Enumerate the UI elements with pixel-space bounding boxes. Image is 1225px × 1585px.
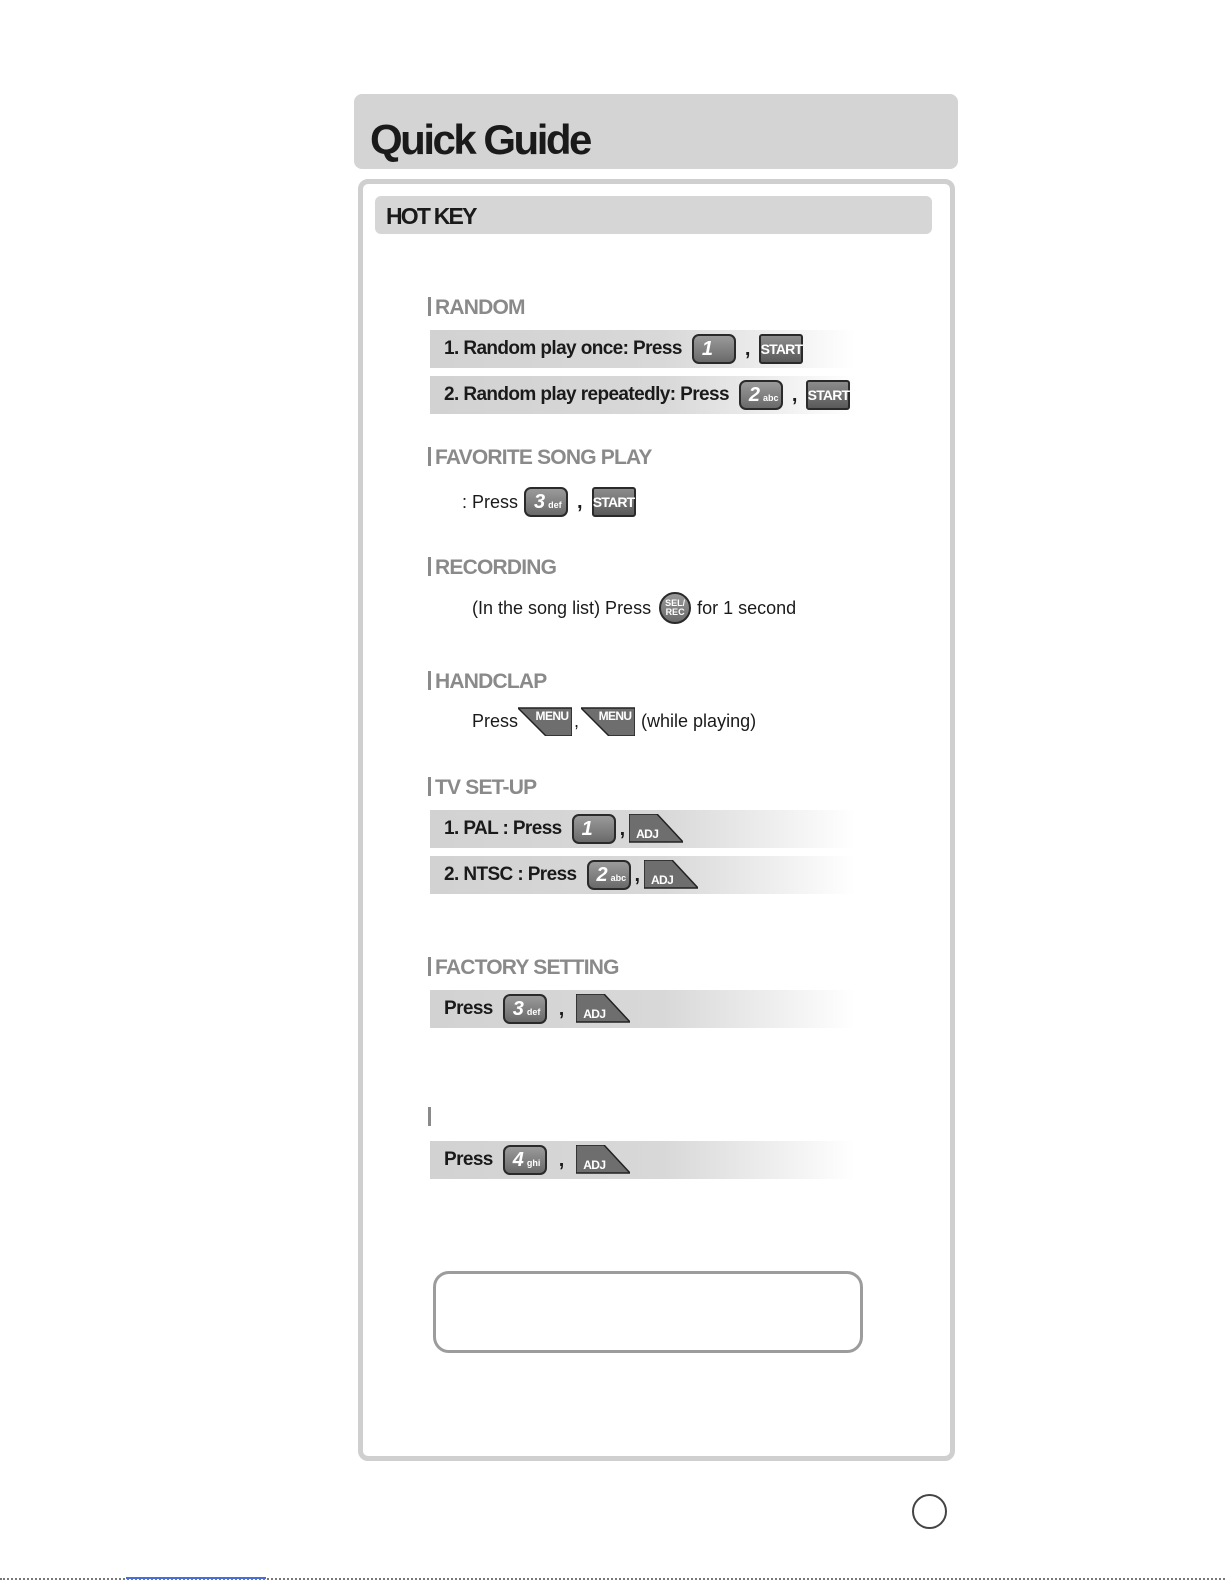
- note-box: [433, 1271, 863, 1353]
- key-2-icon: 2 abc: [739, 380, 783, 410]
- section-title-recording: RECORDING: [428, 556, 556, 580]
- favorite-text: : Press: [462, 491, 519, 512]
- page-header: [354, 94, 958, 169]
- handclap-instruction: Press MENU , MENU (while playing): [472, 706, 756, 736]
- factory-label: Press: [444, 998, 493, 1019]
- tv-ntsc-label: 2. NTSC : Press: [444, 864, 577, 885]
- random-repeat-row: [430, 376, 855, 414]
- section-title-favorite: FAVORITE SONG PLAY: [428, 446, 652, 470]
- start-key-icon: START: [806, 380, 850, 410]
- unnamed-row: [430, 1141, 855, 1179]
- unnamed-label: Press: [444, 1149, 493, 1170]
- tv-pal-row: [430, 810, 855, 848]
- key-2-icon: 2 abc: [587, 860, 631, 890]
- random-once-label: 1. Random play once: Press: [444, 338, 682, 359]
- key-1-icon: 1: [692, 334, 736, 364]
- comma: ,: [558, 1148, 565, 1171]
- page-title: Quick Guide: [370, 116, 590, 163]
- random-once-row: [430, 330, 855, 368]
- page-number-circle: [912, 1494, 947, 1529]
- section-title-tv-setup: TV SET-UP: [428, 776, 536, 800]
- key-3-icon: 3 def: [503, 994, 547, 1024]
- start-key-icon: START: [759, 334, 803, 364]
- comma: ,: [634, 863, 641, 886]
- adj-key-icon: ADJ: [644, 860, 698, 890]
- favorite-instruction: [462, 487, 636, 517]
- menu-key-icon: MENU: [581, 706, 635, 736]
- tv-pal-label: 1. PAL : Press: [444, 818, 562, 839]
- recording-text-after: for 1 second: [697, 597, 797, 618]
- adj-key-icon: ADJ: [629, 814, 683, 844]
- menu-key-icon: MENU: [518, 706, 572, 736]
- handclap-text-before: Press: [472, 710, 519, 731]
- sel-rec-key-icon: SEL/ REC: [659, 592, 691, 624]
- tv-ntsc-row: [430, 856, 855, 894]
- section-title-factory: FACTORY SETTING: [428, 956, 619, 980]
- footer-link-underline: [126, 1577, 266, 1579]
- comma: ,: [558, 997, 565, 1020]
- key-1-icon: 1: [572, 814, 616, 844]
- comma: ,: [619, 817, 626, 840]
- key-4-icon: 4 ghi: [503, 1145, 547, 1175]
- random-repeat-label: 2. Random play repeatedly: Press: [444, 384, 729, 405]
- section-title-handclap: HANDCLAP: [428, 670, 546, 694]
- recording-text-before: (In the song list) Press: [472, 597, 652, 618]
- comma: ,: [744, 337, 751, 360]
- handclap-text-after: (while playing): [641, 710, 757, 731]
- panel-heading-bar: [375, 196, 932, 234]
- recording-instruction: [472, 592, 796, 624]
- section-title-random: RANDOM: [428, 296, 525, 320]
- key-3-icon: 3 def: [524, 487, 568, 517]
- panel-heading: HOT KEY: [386, 203, 476, 229]
- adj-key-icon: ADJ: [576, 994, 630, 1024]
- comma: ,: [791, 383, 798, 406]
- factory-row: [430, 990, 855, 1028]
- comma: ,: [577, 490, 583, 513]
- section-title-unnamed: [428, 1106, 435, 1130]
- adj-key-icon: ADJ: [576, 1145, 630, 1175]
- start-key-icon: START: [592, 487, 636, 517]
